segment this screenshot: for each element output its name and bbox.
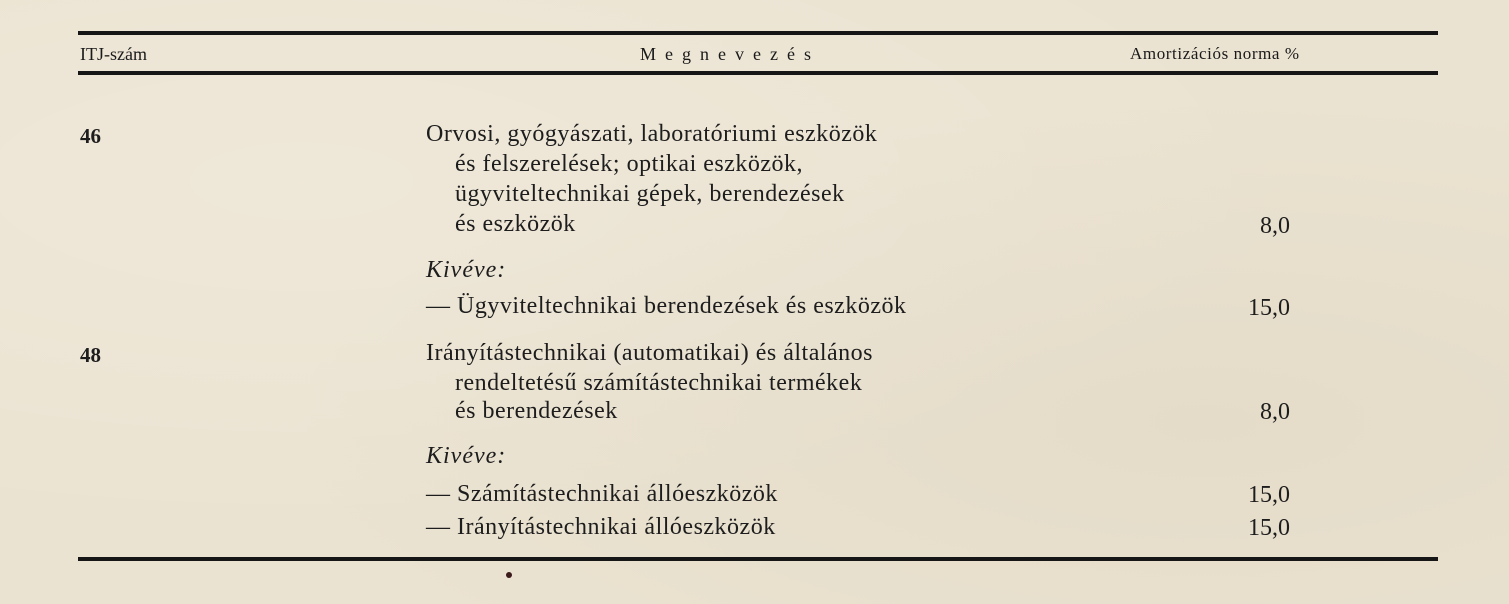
- exception-rate-value: 15,0: [1248, 515, 1290, 541]
- top-rule: [78, 31, 1438, 35]
- ink-speck: [506, 572, 512, 578]
- exception-rate-value: 15,0: [1248, 295, 1290, 321]
- row-id: 46: [80, 124, 101, 148]
- row-description-line: és eszközök: [455, 211, 576, 237]
- row-description-line: és berendezések: [455, 398, 618, 424]
- exception-item: — Ügyviteltechnikai berendezések és eszközök: [426, 293, 907, 319]
- row-description-line: rendeltetésű számítástechnikai termékek: [455, 370, 863, 396]
- header-depreciation-rate: Amortizációs norma %: [1130, 44, 1300, 63]
- bottom-rule: [78, 557, 1438, 561]
- except-label: Kivéve:: [426, 257, 507, 283]
- row-description-line: Irányítástechnikai (automatikai) és általános: [426, 340, 873, 366]
- row-description-line: Orvosi, gyógyászati, laboratóriumi eszközök: [426, 121, 878, 147]
- exception-rate-value: 15,0: [1248, 482, 1290, 508]
- row-rate-value: 8,0: [1260, 399, 1290, 425]
- exception-item: — Irányítástechnikai állóeszközök: [426, 514, 776, 540]
- exception-item: — Számítástechnikai állóeszközök: [426, 481, 778, 507]
- row-description-line: ügyviteltechnikai gépek, berendezések: [455, 181, 845, 207]
- row-description-line: és felszerelések; optikai eszközök,: [455, 151, 804, 177]
- header-itj-number: ITJ-szám: [80, 44, 147, 64]
- except-label: Kivéve:: [426, 443, 507, 469]
- header-name: Megnevezés: [640, 44, 820, 64]
- row-rate-value: 8,0: [1260, 213, 1290, 239]
- header-rule: [78, 71, 1438, 75]
- row-id: 48: [80, 343, 101, 367]
